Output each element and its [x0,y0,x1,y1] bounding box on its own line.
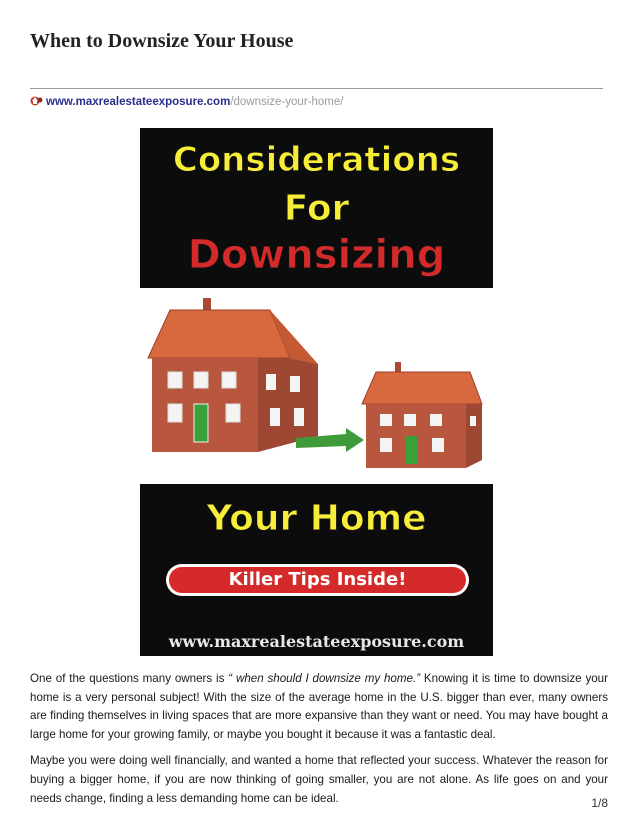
site-favicon-icon [30,95,43,107]
hero-line-your-home: Your Home [206,498,427,539]
houses-illustration [140,288,493,484]
page-number: 1/8 [591,796,608,810]
hero-bottom-panel [140,484,493,656]
hero-line-for: For [283,188,350,229]
large-house-icon [148,298,318,452]
page-title: When to Downsize Your House [30,30,294,52]
killer-tips-badge: Killer Tips Inside! [166,564,469,596]
hero-site-url: www.maxrealestateexposure.com [168,632,465,651]
paragraph-1-quote: “ when should I downsize my home.” [228,672,421,685]
source-host-link[interactable]: www.maxrealestateexposure.com [46,96,231,108]
article-body [30,670,608,816]
paragraph-2: Maybe you were doing well financially, and wanted a home that reflected your success. Whatever the reason for buying a bigger home, if you are now thinking of going smaller, you are not alone. As life goes on and your needs change, finding a less demanding home can be ideal. [30,754,608,805]
source-path-link[interactable]: /downsize-your-home/ [230,96,344,108]
source-line[interactable] [30,95,343,109]
small-house-icon [362,362,482,468]
hero-line-downsizing: Downsizing [187,232,446,278]
hero-top-panel [140,128,493,288]
paragraph-1-start: One of the questions many owners is [30,672,229,685]
paragraph-1-rest: Knowing it is time to downsize your home is a very personal subject! With the size of the average home in the U.S. bigger than ever, many owners are finding themselves in living spaces that are more expansive than they want or need. You may have bought a large home for your growing family, or maybe you bought it because it was a fantastic deal. [30,672,608,741]
hero-image [140,128,493,656]
paragraph-1 [30,670,608,744]
hero-line-considerations: Considerations [172,140,461,180]
title-divider [30,88,603,89]
